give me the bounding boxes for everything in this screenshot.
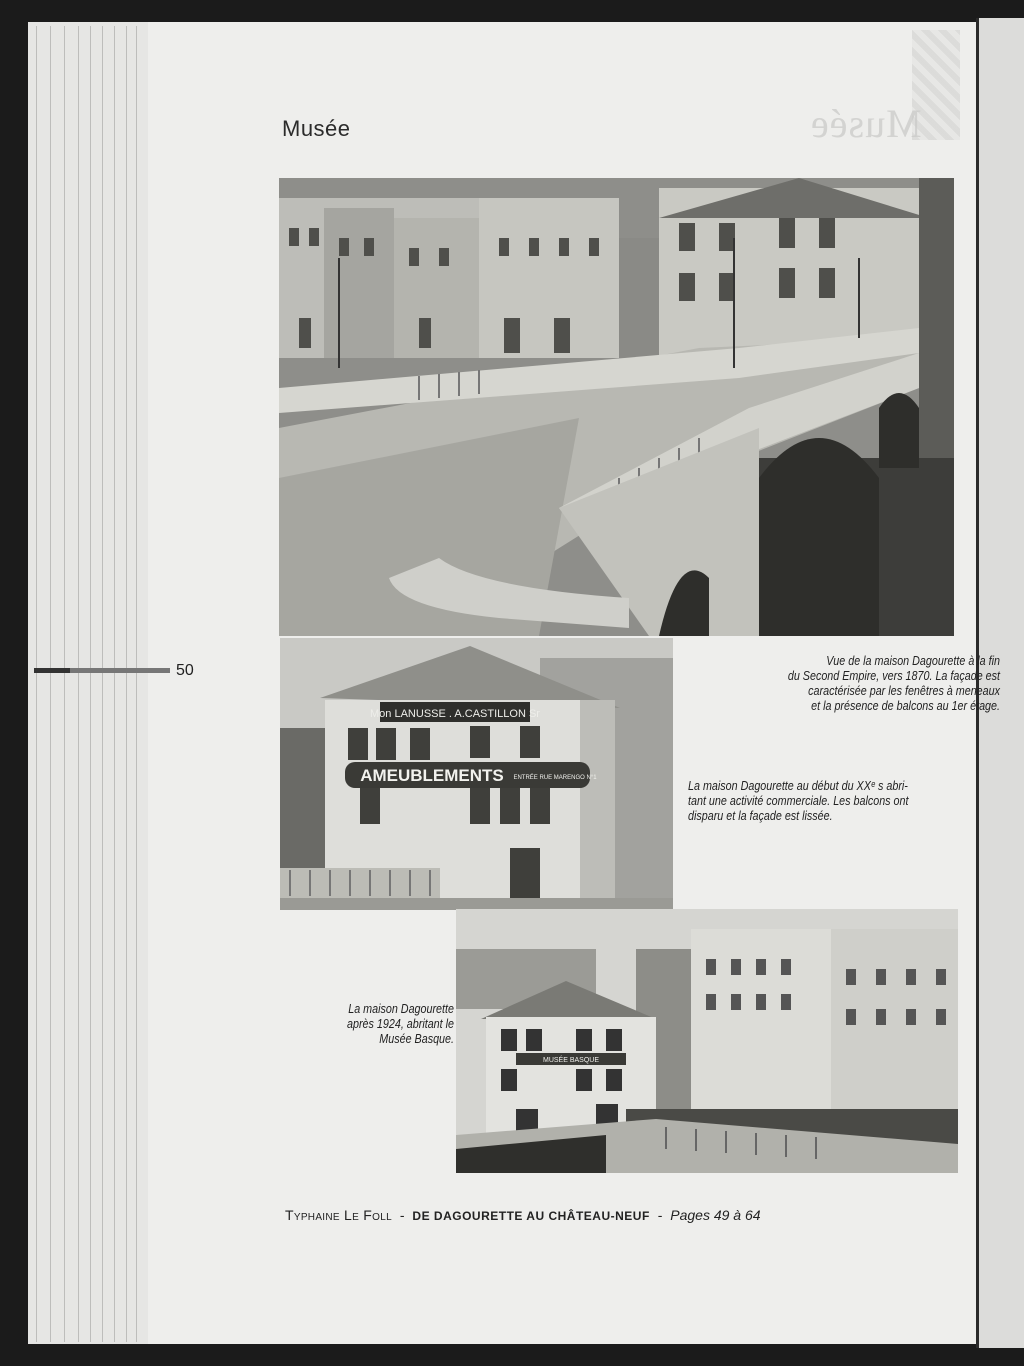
footer-article-title: DE DAGOURETTE AU CHÂTEAU-NEUF: [412, 1209, 650, 1223]
bleed-through-title: Musée: [810, 101, 922, 146]
section-title: Musée: [282, 116, 351, 141]
photo-early-20th-century: [280, 638, 673, 910]
footer-citation: [285, 1207, 761, 1223]
page-marker-bar: [34, 660, 174, 682]
photo-musee-basque-1924: [456, 909, 958, 1173]
marengo-sign-text: ENTRÉE RUE MARENGO N°1: [513, 775, 597, 781]
photo-bridge-1870: [279, 178, 954, 636]
footer-author: Typhaine Le Foll: [285, 1207, 392, 1223]
footer-separator: -: [399, 1207, 405, 1223]
page-edges: [28, 26, 148, 1342]
footer-separator: -: [657, 1207, 663, 1223]
page-number: 50: [176, 662, 194, 679]
ameublements-sign-text: AMEUBLEMENTS: [360, 766, 504, 785]
footer-pages: Pages 49 à 64: [670, 1207, 761, 1223]
caption-photo-1924: La maison Dagourette après 1924, abritant le Musée Basque.: [347, 1002, 454, 1046]
caption-photo-early-20th: La maison Dagourette au début du XXᵉ s abri- tant une activité commerciale. Les balcons ont disparu et la façade est lissée.: [688, 779, 909, 823]
lanusse-sign-text: Mon LANUSSE . A.CASTILLON Sr: [370, 708, 540, 720]
musee-sign-text: MUSÉE BASQUE: [542, 1057, 600, 1064]
caption-photo-1870: Vue de la maison Dagourette à la fin du Second Empire, vers 1870. La façade est caractérisée par les fenêtres à meneaux et la présence de balcons au 1er étage.: [787, 654, 1000, 713]
